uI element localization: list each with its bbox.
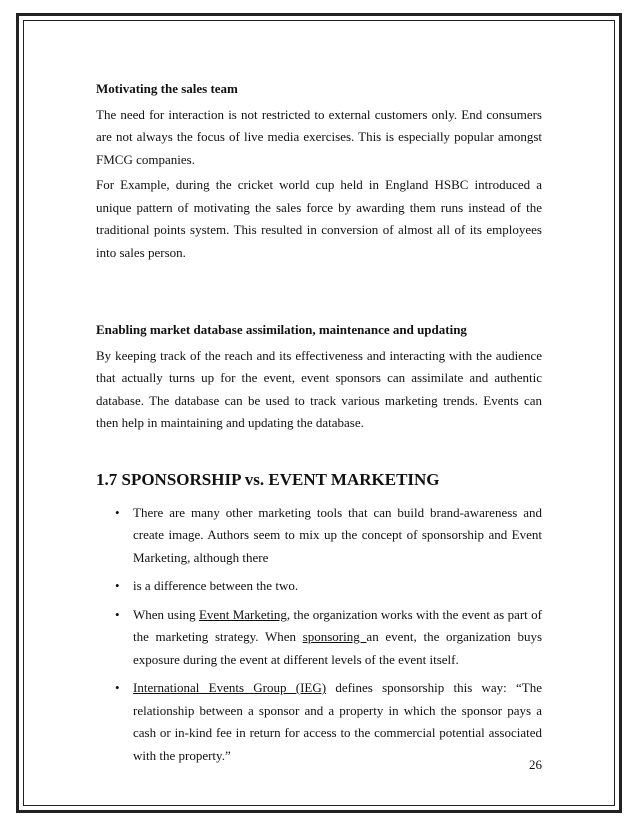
paragraph: For Example, during the cricket world cup held in England HSBC introduced a unique pattern of motivating the sales force by awarding them runs instead of the traditional points system. This resulted in conversion of almost all of its employees into sales person. [96, 177, 542, 260]
sponsoring-link[interactable]: sponsoring [302, 629, 367, 644]
page-number: 26 [529, 757, 542, 772]
page-content [96, 78, 542, 773]
list-item: • International Events Group (IEG) defines sponsorship this way: “The relationship between a sponsor and a property in which the sponsor pays a cash or in-kind fee in return for access to the commercial potential associated with the property.” [96, 677, 542, 767]
ieg-link[interactable]: International Events Group (IEG) [133, 680, 327, 695]
bullet-icon: • [115, 606, 120, 622]
bullet-icon: • [115, 578, 120, 593]
section-heading-database: Enabling market database assimilation, maintenance and updating [96, 322, 467, 337]
chapter-heading: 1.7 SPONSORSHIP vs. EVENT MARKETING [96, 469, 440, 489]
paragraph: The need for interaction is not restricted to external customers only. End consumers are not always the focus of live media exercises. This is especially popular amongst FMCG companies. [96, 106, 542, 167]
list-item: • When using Event Marketing, the organization works with the event as part of the marketing strategy. When sponsoring an event, the organization buys exposure during the event at different levels of the event itself. [96, 604, 542, 672]
list-item: • There are many other marketing tools that can build brand-awareness and create image. Authors seem to mix up the concept of sponsorship and Event Marketing, although there [96, 502, 542, 570]
bullet-icon: • [115, 680, 120, 695]
paragraph: By keeping track of the reach and its effectiveness and interacting with the audience that actually turns up for the event, event sponsors can assimilate and authentic database. The database can be used to track various marketing trends. Events can then help in maintaining and updating the database. [96, 347, 542, 430]
list-item: • is a difference between the two. [96, 575, 542, 598]
section-heading-motivating: Motivating the sales team [96, 81, 238, 96]
event-marketing-link[interactable]: Event Marketing, [198, 606, 291, 622]
bullet-icon: • [115, 504, 120, 520]
bullet-list [96, 502, 542, 768]
